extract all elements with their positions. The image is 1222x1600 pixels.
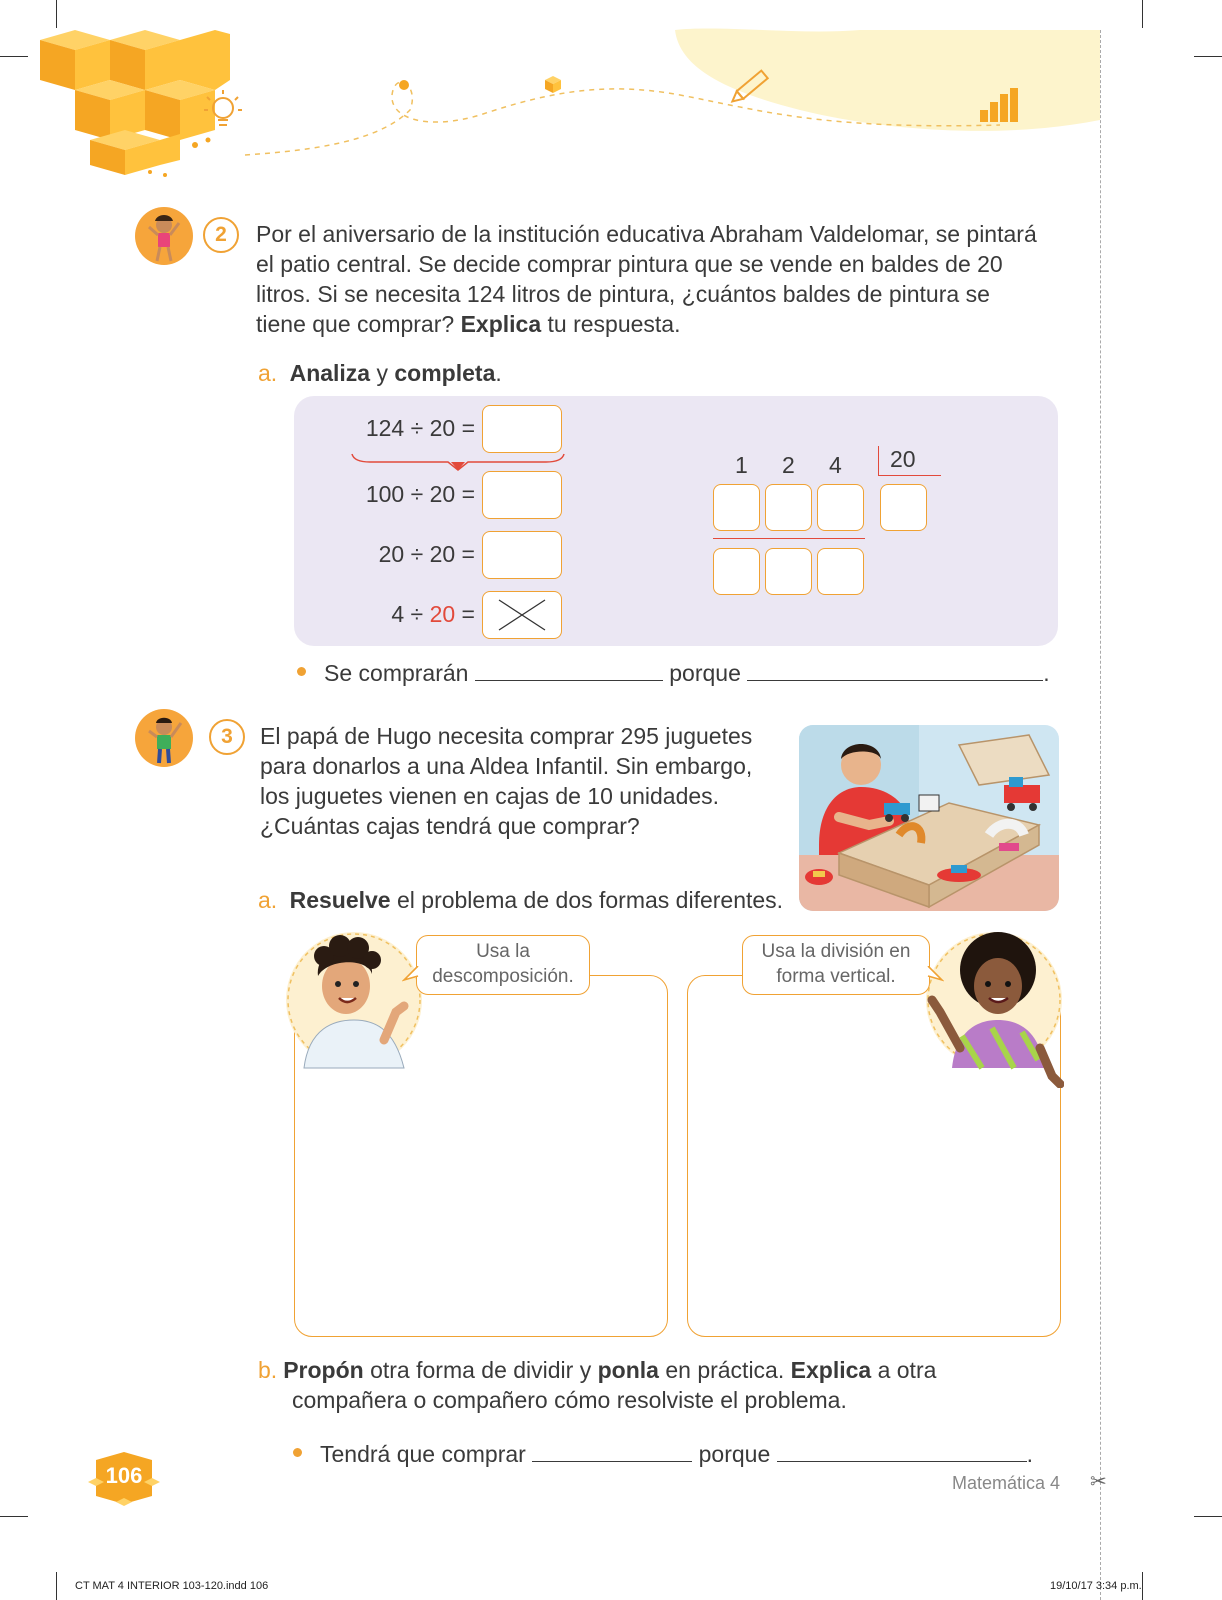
bubble-tail: [926, 966, 944, 984]
text-span: .: [1026, 1441, 1034, 1467]
equation-2: 100 ÷ 20 =: [365, 481, 475, 507]
bubble-tail: [402, 966, 420, 984]
division-box[interactable]: [817, 484, 864, 531]
text-span: a otra: [871, 1357, 937, 1383]
equation-1: 124 ÷ 20 =: [365, 415, 475, 441]
text-line: los juguetes vienen en cajas de 10 unidades.: [260, 783, 720, 809]
answer-box-3[interactable]: [482, 531, 562, 579]
text-span: el problema de dos formas diferentes.: [390, 887, 784, 913]
text-span: y: [370, 360, 395, 386]
crop-mark: [56, 1572, 57, 1600]
red-number: 20: [429, 601, 456, 627]
answer-box-2[interactable]: [482, 471, 562, 519]
text-span: en práctica.: [658, 1357, 791, 1383]
bubble-text: Usa la división en: [761, 941, 911, 962]
text-span: =: [455, 601, 475, 627]
subquestion-3b: [258, 1355, 1058, 1415]
quotient-box[interactable]: [880, 484, 927, 531]
answer-line-2: [297, 659, 1050, 687]
header-decoration: [0, 0, 1222, 200]
crop-mark: [1142, 1572, 1143, 1600]
book-title-footer: Matemática 4: [951, 1473, 1060, 1493]
sub-letter: b.: [258, 1357, 278, 1383]
text-span: 4 ÷: [391, 601, 430, 627]
dividend-digit: 2: [782, 452, 795, 478]
keyword: Analiza: [289, 360, 371, 386]
question-number: 2: [203, 217, 239, 253]
text-line: el patio central. Se decide comprar pintura que se vende en baldes de 20: [256, 251, 1003, 277]
keyword: Resuelve: [289, 887, 391, 913]
bubble-text: Usa la: [476, 941, 530, 962]
boy-avatar: [135, 709, 193, 767]
dividend-digit: 4: [829, 452, 842, 478]
keyword: completa: [394, 360, 496, 386]
sub-letter: a.: [258, 360, 278, 386]
print-file-info: CT MAT 4 INTERIOR 103-120.indd 106: [75, 1580, 269, 1592]
blank-field[interactable]: [777, 1440, 1027, 1462]
text-span: tiene que comprar?: [256, 311, 461, 337]
subquestion-3a: [258, 885, 783, 915]
bubble-text: forma vertical.: [776, 966, 896, 987]
text-line: para donarlos a una Aldea Infantil. Sin embargo,: [260, 753, 753, 779]
division-box[interactable]: [713, 484, 760, 531]
division-box[interactable]: [817, 548, 864, 595]
brace-arrow: [350, 452, 566, 472]
question-number: 3: [209, 719, 245, 755]
crop-mark: [1194, 1516, 1222, 1517]
text-line: [256, 309, 1056, 339]
keyword: Propón: [283, 1357, 364, 1383]
speech-bubble-vertical-division: [742, 935, 930, 995]
keyword: ponla: [597, 1357, 659, 1383]
keyword: Explica: [790, 1357, 872, 1383]
text-span: otra forma de dividir y: [363, 1357, 598, 1383]
subtraction-line: [713, 538, 865, 539]
page-number: 106: [105, 1463, 143, 1488]
text-span: Tendrá que comprar: [320, 1441, 533, 1467]
equation-4: [305, 601, 475, 628]
bullet-dot: [297, 667, 306, 676]
scissors-icon: ✂: [1090, 1471, 1107, 1493]
bullet-dot: [293, 1448, 302, 1457]
print-date-info: 19/10/17 3:34 p.m.: [1050, 1580, 1142, 1592]
speech-bubble-decomposition: [416, 935, 590, 995]
question-2-text: [256, 219, 1056, 339]
crop-mark: [0, 1516, 28, 1517]
text-span: porque: [662, 660, 748, 686]
text-line: Por el aniversario de la institución educativa Abraham Valdelomar, se pintará: [256, 221, 1037, 247]
keyword: Explica: [460, 311, 542, 337]
answer-line-3: [293, 1440, 1033, 1468]
text-line: litros. Si se necesita 124 litros de pintura, ¿cuántos baldes de pintura se: [256, 281, 990, 307]
girl-character: [922, 928, 1064, 1088]
blank-field[interactable]: [532, 1440, 692, 1462]
dividend-digit: 1: [735, 452, 748, 478]
text-span: porque: [692, 1441, 777, 1467]
blank-field[interactable]: [747, 659, 1043, 681]
equation-3: 20 ÷ 20 =: [378, 541, 475, 567]
divisor: 20: [890, 446, 916, 472]
sub-letter: a.: [258, 887, 278, 913]
division-box[interactable]: [765, 548, 812, 595]
text-line: ¿Cuántas cajas tendrá que comprar?: [260, 813, 640, 839]
cut-line: [1100, 30, 1101, 1600]
text-line: compañera o compañero cómo resolviste el problema.: [292, 1387, 847, 1413]
father-toys-illustration: [799, 725, 1059, 911]
text-span: tu respuesta.: [541, 311, 681, 337]
division-box[interactable]: [765, 484, 812, 531]
question-3-text: [260, 721, 790, 841]
text-span: Se comprarán: [324, 660, 475, 686]
text-line: El papá de Hugo necesita comprar 295 juguetes: [260, 723, 753, 749]
text-line: [258, 1355, 1058, 1385]
subquestion-2a: [258, 358, 502, 388]
text-span: .: [1043, 660, 1050, 686]
girl-avatar: [135, 207, 193, 265]
bubble-text: descomposición.: [432, 966, 574, 987]
blank-field[interactable]: [475, 659, 663, 681]
answer-box-1[interactable]: [482, 405, 562, 453]
boy-character: [284, 928, 426, 1072]
text-span: .: [495, 360, 502, 386]
division-box[interactable]: [713, 548, 760, 595]
crossed-box: [482, 591, 562, 639]
